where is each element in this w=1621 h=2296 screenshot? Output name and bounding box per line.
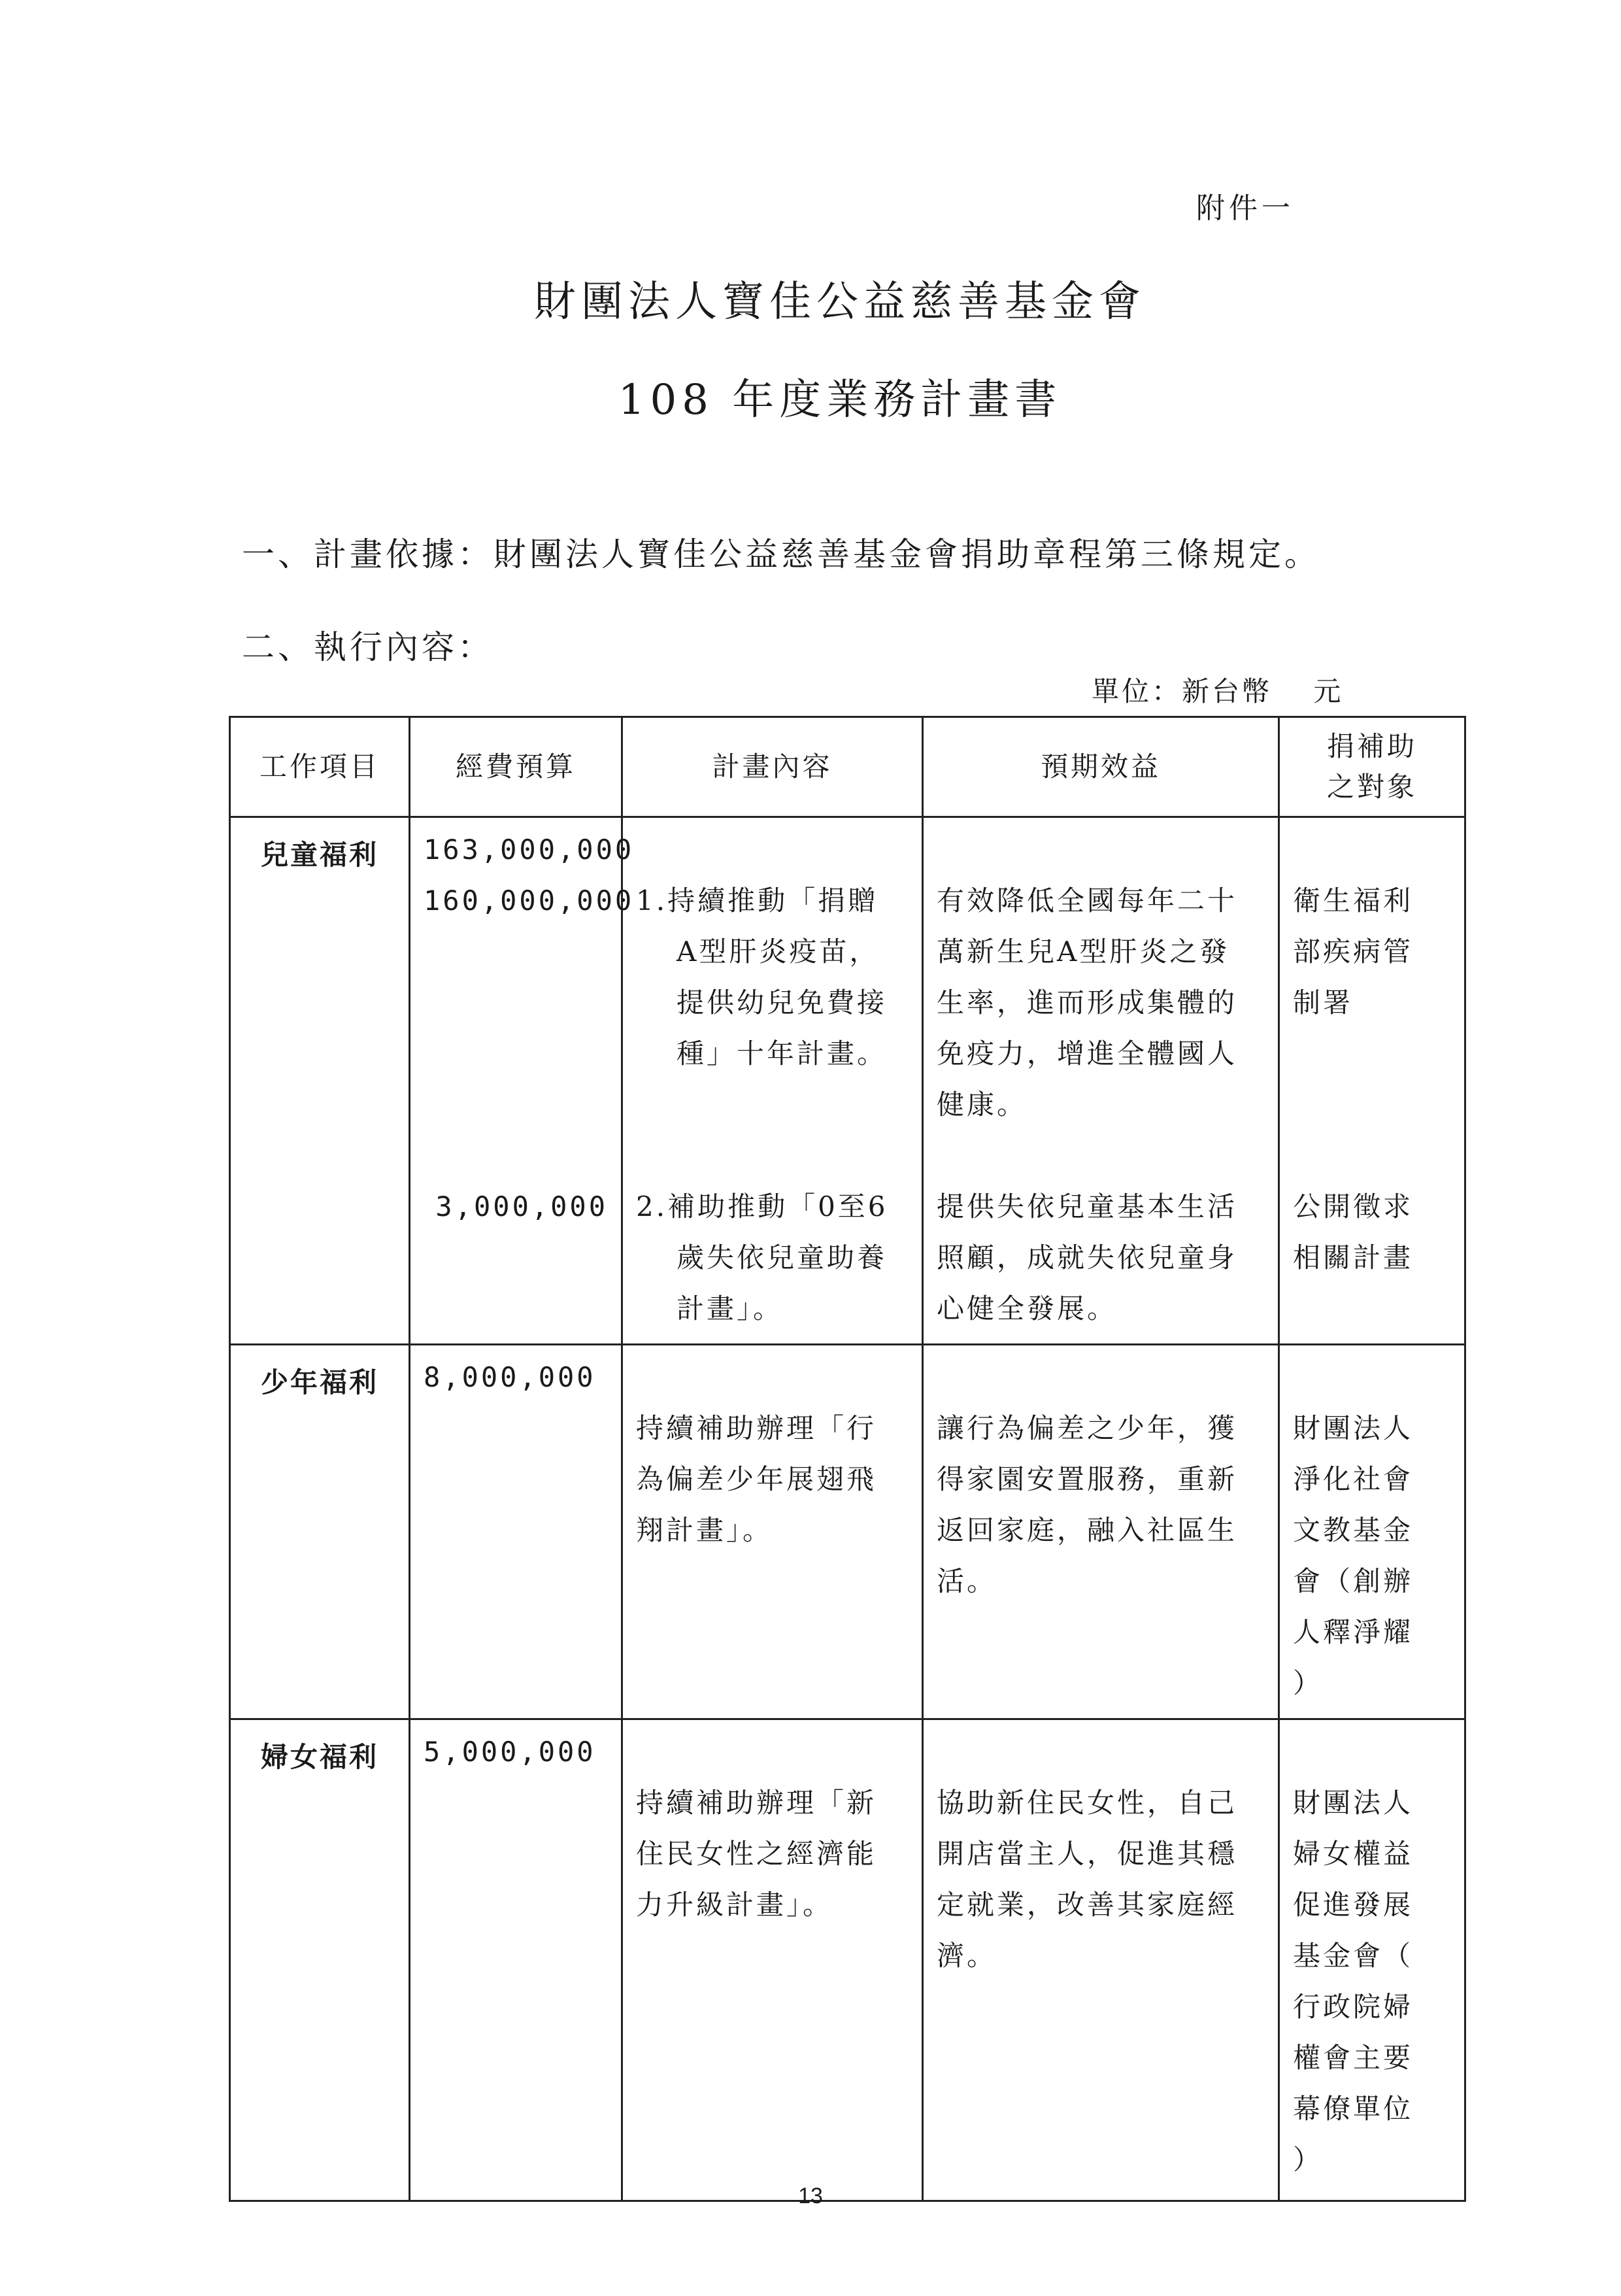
content-line: A型肝炎疫苗， [677, 936, 880, 968]
target-line: ） [1293, 2144, 1324, 2176]
benefit-line: 免疫力，增進全體國人 [937, 1038, 1238, 1070]
target-line: 相關計畫 [1293, 1241, 1414, 1274]
header-target [1279, 717, 1465, 817]
header-item: 工作項目 [230, 717, 410, 817]
section-plan-basis: 一、計畫依據：財團法人寶佳公益慈善基金會捐助章程第三條規定。 [242, 535, 1320, 573]
content-cell [622, 1345, 923, 1719]
document-title: 財團法人寶佳公益慈善基金會 [534, 278, 1146, 326]
budget-cell [410, 817, 635, 1345]
target-line: 促進發展 [1293, 1889, 1414, 1921]
content-cell [622, 817, 923, 1345]
target-line: ） [1293, 1667, 1324, 1699]
header-target-line2: 之對象 [1326, 771, 1417, 803]
content-line: 持續補助辦理「行 [636, 1412, 877, 1444]
benefit-line: 活。 [937, 1565, 997, 1597]
target-line: 制署 [1293, 987, 1354, 1019]
page-number: 13 [798, 2184, 823, 2208]
target-line: 財團法人 [1293, 1787, 1414, 1819]
table-row [230, 1345, 1465, 1719]
content-line: 力升級計畫」。 [636, 1889, 833, 1921]
attachment-label: 附件一 [1196, 192, 1294, 225]
target-cell [1279, 817, 1465, 1345]
category-cell: 婦女福利 [230, 1719, 410, 2201]
table-row [230, 1719, 1465, 2201]
benefit-cell [923, 1345, 1279, 1719]
header-budget: 經費預算 [410, 717, 622, 817]
benefit-cell [923, 1719, 1279, 2201]
target-line: 基金會（ [1293, 1940, 1414, 1972]
section-execution-content: 二、執行內容： [242, 628, 493, 666]
benefit-line: 濟。 [937, 1940, 997, 1972]
content-line: 住民女性之經濟能 [636, 1838, 877, 1870]
target-line: 衛生福利 [1293, 885, 1414, 917]
benefit-line: 定就業，改善其家庭經 [937, 1889, 1238, 1921]
benefit-cell [923, 817, 1279, 1345]
target-line: 幕僚單位 [1293, 2093, 1414, 2125]
content-line: 2.補助推動「0至6 [636, 1190, 888, 1223]
target-line: 權會主要 [1293, 2042, 1414, 2074]
benefit-line: 協助新住民女性，自己 [937, 1787, 1238, 1819]
benefit-line: 有效降低全國每年二十 [937, 885, 1238, 917]
content-line: 為偏差少年展翅飛 [636, 1463, 877, 1495]
benefit-line: 返回家庭，融入社區生 [937, 1514, 1238, 1546]
header-target-line1: 捐補助 [1326, 730, 1417, 762]
benefit-line: 照顧，成就失依兒童身 [937, 1241, 1238, 1274]
target-line: 公開徵求 [1293, 1190, 1414, 1223]
target-line: 部疾病管 [1293, 936, 1414, 968]
target-line: 婦女權益 [1293, 1838, 1414, 1870]
benefit-line: 提供失依兒童基本生活 [937, 1190, 1238, 1223]
benefit-line: 開店當主人，促進其穩 [937, 1838, 1238, 1870]
benefit-line: 萬新生兒A型肝炎之發 [937, 936, 1230, 968]
benefit-line: 心健全發展。 [937, 1292, 1118, 1325]
content-line: 1.持續推動「捐贈 [636, 885, 878, 917]
content-line: 歲失依兒童助養 [677, 1241, 888, 1274]
unit-note: 單位：新台幣 元 [1092, 675, 1344, 707]
content-line: 翔計畫」。 [636, 1514, 773, 1546]
content-line: 持續補助辦理「新 [636, 1787, 877, 1819]
benefit-line: 得家園安置服務，重新 [937, 1463, 1238, 1495]
table-row [230, 817, 1465, 1345]
budget-sub-1: 160,000,000 [424, 885, 635, 917]
document-subtitle: 108 年度業務計畫書 [618, 376, 1062, 424]
budget-cell: 8,000,000 [410, 1345, 622, 1719]
budget-total: 163,000,000 [424, 834, 635, 866]
target-line: 文教基金 [1293, 1514, 1414, 1546]
category-cell: 少年福利 [230, 1345, 410, 1719]
target-line: 人釋淨耀 [1293, 1616, 1414, 1648]
benefit-line: 生率，進而形成集體的 [937, 987, 1238, 1019]
target-line: 淨化社會 [1293, 1463, 1414, 1495]
content-cell [622, 1719, 923, 2201]
table-header-row [230, 717, 1465, 817]
content-line: 計畫」。 [677, 1292, 784, 1325]
category-cell: 兒童福利 [230, 817, 410, 1345]
target-cell [1279, 1345, 1465, 1719]
header-content: 計畫內容 [622, 717, 923, 817]
content-line: 提供幼兒免費接 [677, 987, 888, 1019]
target-cell [1279, 1719, 1465, 2201]
plan-table [229, 716, 1466, 2202]
target-line: 會（創辦 [1293, 1565, 1414, 1597]
budget-cell: 5,000,000 [410, 1719, 622, 2201]
benefit-line: 健康。 [937, 1089, 1028, 1121]
target-line: 行政院婦 [1293, 1991, 1414, 2023]
benefit-line: 讓行為偏差之少年，獲 [937, 1412, 1238, 1444]
target-line: 財團法人 [1293, 1412, 1414, 1444]
header-benefit: 預期效益 [923, 717, 1279, 817]
budget-sub-2: 3,000,000 [435, 1190, 608, 1223]
content-line: 種」十年計畫。 [677, 1038, 888, 1070]
